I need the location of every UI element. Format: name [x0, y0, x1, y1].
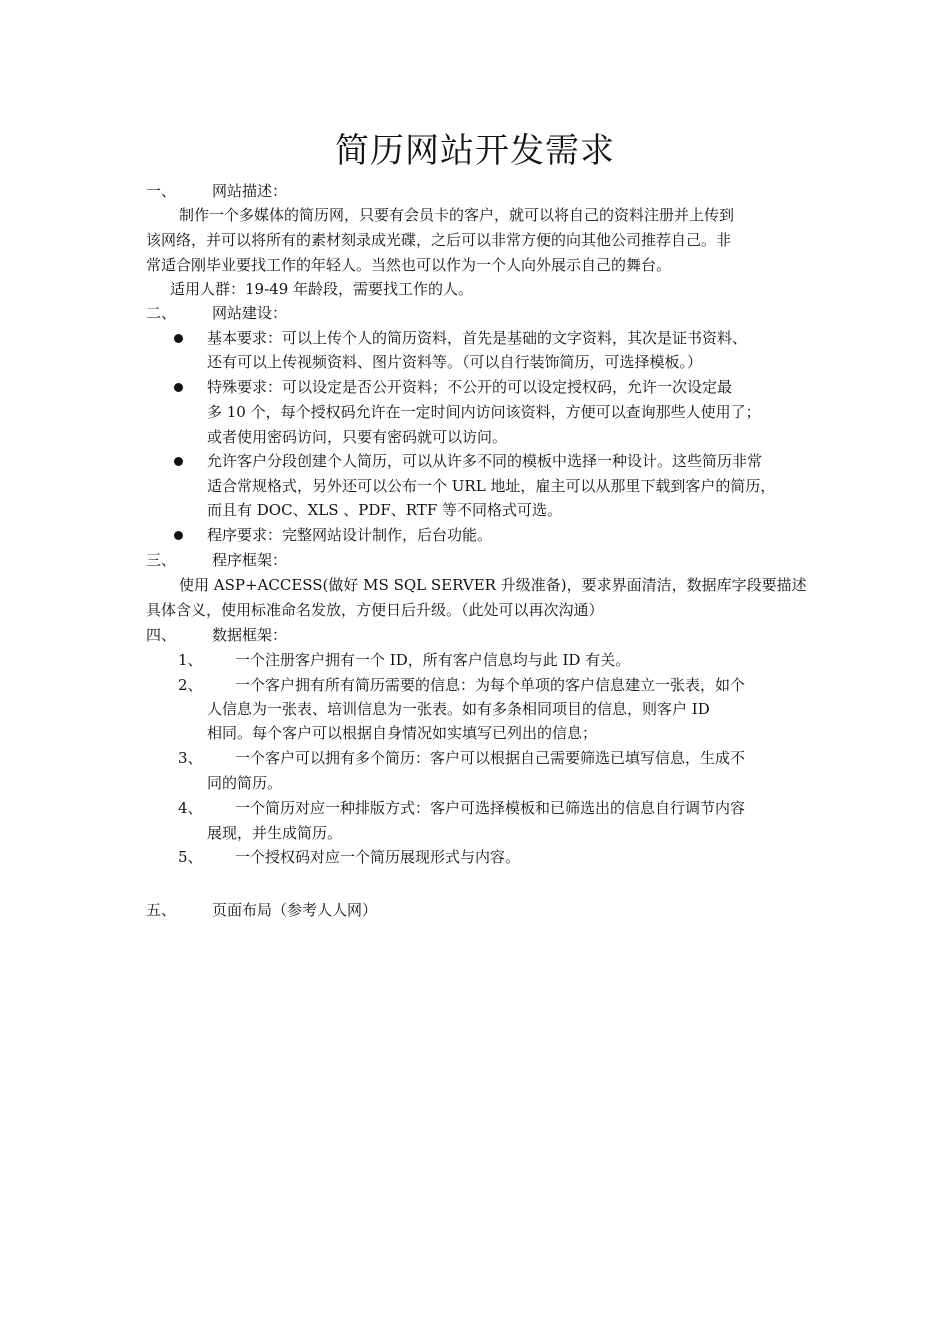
bullet-icon — [174, 334, 183, 343]
page-title: 简历网站开发需求 — [335, 131, 615, 171]
section-number: 五、 — [146, 901, 177, 919]
list-line: 一个注册客户拥有一个 ID，所有客户信息均与此 ID 有关。 — [235, 651, 631, 669]
bullet-line: 而且有 DOC、XLS 、PDF、RTF 等不同格式可选。 — [207, 501, 562, 519]
bullet-icon — [174, 531, 183, 540]
list-line: 展现，并生成简历。 — [207, 824, 343, 842]
bullet-line: 特殊要求：可以设定是否公开资料；不公开的可以设定授权码，允许一次设定最 — [207, 378, 733, 396]
section-heading: 页面布局（参考人人网） — [212, 901, 378, 919]
section-number: 四、 — [146, 626, 177, 644]
list-number: 1、 — [178, 651, 203, 669]
paragraph-line: 具体含义，使用标准命名发放，方便日后升级。（此处可以再次沟通） — [146, 601, 604, 619]
bullet-line: 基本要求：可以上传个人的简历资料，首先是基础的文字资料，其次是证书资料、 — [207, 329, 748, 347]
bullet-line: 适合常规格式，另外还可以公布一个 URL 地址，雇主可以从那里下载到客户的简历， — [207, 477, 776, 495]
bullet-line: 还有可以上传视频资料、图片资料等。（可以自行装饰简历，可选择模板。） — [207, 353, 703, 371]
bullet-line: 多 10 个，每个授权码允许在一定时间内访问该资料，方便可以查询那些人使用了； — [207, 403, 761, 421]
paragraph-line: 制作一个多媒体的简历网，只要有会员卡的客户，就可以将自己的资料注册并上传到 — [179, 206, 735, 224]
section-number: 一、 — [146, 182, 177, 200]
bullet-line: 程序要求：完整网站设计制作，后台功能。 — [207, 526, 493, 544]
bullet-icon — [174, 383, 183, 392]
section-heading: 程序框架： — [212, 551, 288, 569]
list-number: 5、 — [178, 848, 203, 866]
paragraph-line: 使用 ASP+ACCESS(做好 MS SQL SERVER 升级准备)，要求界面清洁，数据库字段要描述 — [179, 576, 807, 594]
section-number: 三、 — [146, 551, 177, 569]
bullet-line: 允许客户分段创建个人简历，可以从许多不同的模板中选择一种设计。这些简历非常 — [207, 452, 763, 470]
list-line: 一个客户可以拥有多个简历：客户可以根据自己需要筛选已填写信息，生成不 — [235, 749, 746, 767]
paragraph-line: 常适合刚毕业要找工作的年轻人。当然也可以作为一个人向外展示自己的舞台。 — [146, 256, 672, 274]
section-number: 二、 — [146, 304, 177, 322]
list-number: 4、 — [178, 799, 203, 817]
list-line: 人信息为一张表、培训信息为一张表。如有多条相同项目的信息，则客户 ID — [207, 700, 710, 718]
section-heading: 数据框架： — [212, 626, 288, 644]
list-line: 一个客户拥有所有简历需要的信息：为每个单项的客户信息建立一张表，如个 — [235, 676, 746, 694]
bullet-icon — [174, 457, 183, 466]
list-line: 一个授权码对应一个简历展现形式与内容。 — [235, 848, 521, 866]
list-line: 一个简历对应一种排版方式：客户可选择模板和已筛选出的信息自行调节内容 — [235, 799, 746, 817]
section-heading: 网站描述： — [212, 182, 288, 200]
list-line: 相同。每个客户可以根据自身情况如实填写已列出的信息； — [207, 724, 598, 742]
list-number: 3、 — [178, 749, 203, 767]
audience-line: 适用人群：19-49 年龄段，需要找工作的人。 — [170, 280, 474, 298]
list-number: 2、 — [178, 676, 203, 694]
section-heading: 网站建设： — [212, 304, 288, 322]
list-line: 同的简历。 — [207, 774, 283, 792]
paragraph-line: 该网络，并可以将所有的素材刻录成光碟，之后可以非常方便的向其他公司推荐自己。非 — [146, 231, 732, 249]
bullet-line: 或者使用密码访问，只要有密码就可以访问。 — [207, 428, 508, 446]
